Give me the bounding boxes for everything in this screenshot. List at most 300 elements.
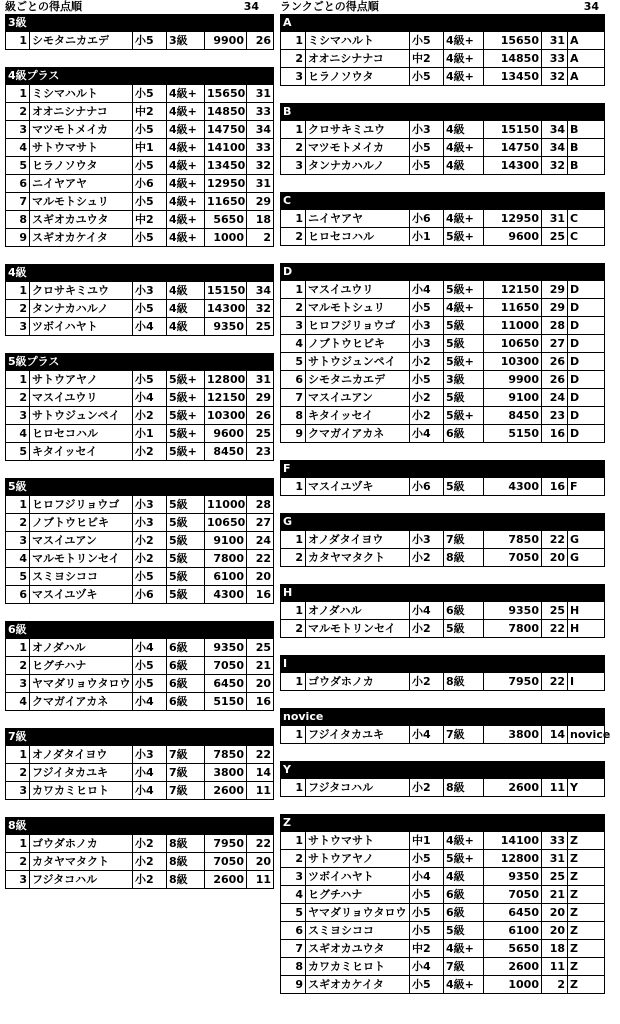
table-cell: B xyxy=(568,139,605,157)
table-cell: Z xyxy=(568,976,605,994)
table-cell: 4級+ xyxy=(444,68,484,86)
table-row xyxy=(6,443,274,461)
table-cell: クマガイアカネ xyxy=(30,693,133,711)
table-cell: 4級 xyxy=(167,318,205,336)
table-cell: Z xyxy=(568,904,605,922)
table-cell: 16 xyxy=(542,425,568,443)
table-row xyxy=(281,32,605,50)
table-cell: 8級 xyxy=(167,835,205,853)
table-cell: ゴウダホノカ xyxy=(30,835,133,853)
table-cell: Z xyxy=(568,922,605,940)
table-cell: 7850 xyxy=(484,531,542,549)
table-cell: 2 xyxy=(281,549,306,567)
table-cell: 15650 xyxy=(205,85,247,103)
table-cell: 2 xyxy=(6,764,30,782)
table-cell: 5級+ xyxy=(444,850,484,868)
table-cell: 10300 xyxy=(205,407,247,425)
table-row xyxy=(281,904,605,922)
table-cell: 小5 xyxy=(133,193,167,211)
table-row xyxy=(6,657,274,675)
table-cell: 小5 xyxy=(133,121,167,139)
table-cell: 29 xyxy=(542,299,568,317)
table-cell: Z xyxy=(568,886,605,904)
group-header-row xyxy=(281,656,605,673)
table-cell: 5級 xyxy=(444,317,484,335)
table-cell: 8 xyxy=(281,958,306,976)
table-row xyxy=(6,550,274,568)
table-cell: 25 xyxy=(542,602,568,620)
table-cell: 4 xyxy=(6,550,30,568)
table-cell: 7 xyxy=(281,940,306,958)
table-cell: 31 xyxy=(542,850,568,868)
table-cell: 小5 xyxy=(133,300,167,318)
table-cell: 中2 xyxy=(410,50,444,68)
group-title: 7級 xyxy=(6,729,274,746)
group-spacer xyxy=(5,711,263,728)
table-cell: 2600 xyxy=(205,871,247,889)
table-cell: B xyxy=(568,157,605,175)
table-cell: 28 xyxy=(542,317,568,335)
table-cell: 1 xyxy=(6,282,30,300)
table-cell: 小2 xyxy=(410,549,444,567)
table-cell: 小3 xyxy=(133,514,167,532)
table-cell: 33 xyxy=(542,50,568,68)
table-cell: スギオカケイタ xyxy=(30,229,133,247)
grade-ranking-header xyxy=(5,0,259,13)
table-row xyxy=(281,228,605,246)
table-cell: 小1 xyxy=(410,228,444,246)
table-cell: 9 xyxy=(281,425,306,443)
table-cell: 20 xyxy=(542,922,568,940)
table-cell: 23 xyxy=(542,407,568,425)
table-cell: 小5 xyxy=(133,568,167,586)
table-cell: 1 xyxy=(281,210,306,228)
table-cell: 3 xyxy=(6,121,30,139)
table-cell: サトウジュンペイ xyxy=(30,407,133,425)
table-cell: 7800 xyxy=(484,620,542,638)
table-cell: A xyxy=(568,32,605,50)
table-cell: 小2 xyxy=(133,835,167,853)
table-cell: 27 xyxy=(542,335,568,353)
table-row xyxy=(6,282,274,300)
table-cell: 小5 xyxy=(410,157,444,175)
group-table xyxy=(280,103,605,175)
table-cell: 小4 xyxy=(410,958,444,976)
table-cell: 1 xyxy=(281,32,306,50)
table-cell: 5 xyxy=(281,353,306,371)
group-title: G xyxy=(281,514,605,531)
table-cell: 4級+ xyxy=(167,139,205,157)
table-cell: 1 xyxy=(281,121,306,139)
table-cell: 22 xyxy=(542,673,568,691)
group-title: 4級プラス xyxy=(6,68,274,85)
table-cell: 小5 xyxy=(410,976,444,994)
table-cell: 1 xyxy=(6,32,30,50)
table-cell: 20 xyxy=(542,549,568,567)
table-cell: ミシマハルト xyxy=(306,32,410,50)
table-cell: 4級+ xyxy=(444,976,484,994)
table-cell: ニイヤアヤ xyxy=(30,175,133,193)
table-cell: ヒロフジリョウゴ xyxy=(30,496,133,514)
table-cell: 小4 xyxy=(410,726,444,744)
group-title: B xyxy=(281,104,605,121)
table-cell: 小2 xyxy=(133,853,167,871)
table-cell: 小2 xyxy=(133,550,167,568)
table-cell: 中1 xyxy=(410,832,444,850)
table-row xyxy=(281,50,605,68)
table-cell: 2 xyxy=(281,228,306,246)
table-cell: 31 xyxy=(542,210,568,228)
table-cell: クロサキミユウ xyxy=(30,282,133,300)
table-cell: 20 xyxy=(247,675,274,693)
table-cell: 25 xyxy=(247,639,274,657)
group-header-row xyxy=(6,265,274,282)
table-cell: 4級+ xyxy=(444,832,484,850)
table-cell: 24 xyxy=(247,532,274,550)
table-cell: 小6 xyxy=(133,175,167,193)
table-cell: 小5 xyxy=(133,85,167,103)
table-cell: 9350 xyxy=(484,868,542,886)
table-row xyxy=(6,103,274,121)
table-cell: キタイッセイ xyxy=(30,443,133,461)
table-cell: 13450 xyxy=(205,157,247,175)
table-row xyxy=(281,157,605,175)
group-header-row xyxy=(281,15,605,32)
group-table xyxy=(5,817,274,889)
table-row xyxy=(281,335,605,353)
table-cell: 1 xyxy=(6,746,30,764)
table-cell: 小3 xyxy=(410,335,444,353)
table-cell: 小5 xyxy=(133,657,167,675)
table-cell: D xyxy=(568,407,605,425)
table-row xyxy=(281,407,605,425)
table-cell: 5級 xyxy=(444,922,484,940)
group-table xyxy=(5,478,274,604)
group-header-row xyxy=(281,104,605,121)
table-row xyxy=(6,85,274,103)
table-cell: 16 xyxy=(247,693,274,711)
table-cell: 5150 xyxy=(205,693,247,711)
table-cell: 5級 xyxy=(444,389,484,407)
table-cell: 5級+ xyxy=(167,443,205,461)
grade-ranking-title: 級ごとの得点順 xyxy=(5,0,82,13)
group-table xyxy=(5,67,274,247)
table-cell: ヒグチハナ xyxy=(30,657,133,675)
table-cell: 5級 xyxy=(444,478,484,496)
table-cell: 小5 xyxy=(410,850,444,868)
table-cell: Z xyxy=(568,940,605,958)
table-cell: 14 xyxy=(247,764,274,782)
table-cell: 小5 xyxy=(410,299,444,317)
table-cell: 3 xyxy=(281,157,306,175)
group-header-row xyxy=(6,68,274,85)
group-spacer xyxy=(5,604,263,621)
group-spacer xyxy=(280,797,604,814)
table-cell: 12950 xyxy=(205,175,247,193)
table-cell: 7級 xyxy=(444,726,484,744)
table-cell: 9 xyxy=(6,229,30,247)
group-spacer xyxy=(5,336,263,353)
table-row xyxy=(6,496,274,514)
table-cell: サトウジュンペイ xyxy=(306,353,410,371)
table-cell: ノブトウヒビキ xyxy=(306,335,410,353)
table-cell: 32 xyxy=(247,300,274,318)
table-cell: 6450 xyxy=(205,675,247,693)
group-spacer xyxy=(5,461,263,478)
table-cell: 4級+ xyxy=(167,193,205,211)
table-cell: 5150 xyxy=(484,425,542,443)
table-cell: 31 xyxy=(247,175,274,193)
table-cell: 7050 xyxy=(484,886,542,904)
table-cell: 33 xyxy=(247,139,274,157)
table-cell: 25 xyxy=(542,868,568,886)
table-cell: 5級+ xyxy=(167,371,205,389)
table-cell: マスイユアン xyxy=(306,389,410,407)
table-cell: 4級+ xyxy=(167,85,205,103)
group-title: 6級 xyxy=(6,622,274,639)
table-row xyxy=(6,871,274,889)
table-cell: サトウマサト xyxy=(306,832,410,850)
table-cell: サトウアヤノ xyxy=(306,850,410,868)
table-cell: Z xyxy=(568,832,605,850)
group-header-row xyxy=(6,15,274,32)
table-cell: 25 xyxy=(542,228,568,246)
table-cell: ヒラノソウタ xyxy=(306,68,410,86)
table-cell: Y xyxy=(568,779,605,797)
group-spacer xyxy=(280,744,604,761)
table-cell: 4級+ xyxy=(444,299,484,317)
table-cell: 24 xyxy=(542,389,568,407)
group-table xyxy=(280,584,605,638)
table-cell: 33 xyxy=(247,103,274,121)
group-spacer xyxy=(280,496,604,513)
table-row xyxy=(6,586,274,604)
table-cell: 15650 xyxy=(484,32,542,50)
table-cell: ニイヤアヤ xyxy=(306,210,410,228)
table-cell: ヒロフジリョウゴ xyxy=(306,317,410,335)
group-title: 4級 xyxy=(6,265,274,282)
table-cell: 4 xyxy=(281,886,306,904)
table-cell: 29 xyxy=(247,193,274,211)
table-cell: 6100 xyxy=(205,568,247,586)
table-cell: 小5 xyxy=(410,139,444,157)
rank-ranking-number: 34 xyxy=(583,0,599,13)
group-spacer xyxy=(280,567,604,584)
table-cell: 14750 xyxy=(205,121,247,139)
group-table xyxy=(280,708,611,744)
table-cell: 5級 xyxy=(444,335,484,353)
table-cell: 6級 xyxy=(444,425,484,443)
table-row xyxy=(281,620,605,638)
table-cell: ヒロセコハル xyxy=(306,228,410,246)
table-cell: 9600 xyxy=(205,425,247,443)
table-cell: 3 xyxy=(281,317,306,335)
table-cell: Z xyxy=(568,958,605,976)
group-title: A xyxy=(281,15,605,32)
table-cell: 3 xyxy=(281,68,306,86)
table-cell: 22 xyxy=(247,550,274,568)
table-cell: 5 xyxy=(281,904,306,922)
table-cell: 18 xyxy=(247,211,274,229)
table-cell: 4 xyxy=(6,693,30,711)
table-cell: 2 xyxy=(6,103,30,121)
table-row xyxy=(281,726,605,744)
table-row xyxy=(281,779,605,797)
group-header-row xyxy=(6,354,274,371)
table-cell: 1 xyxy=(281,281,306,299)
table-cell: 7 xyxy=(6,193,30,211)
grade-ranking-column xyxy=(5,0,272,889)
table-cell: F xyxy=(568,478,605,496)
table-cell: 小5 xyxy=(410,371,444,389)
group-header-row xyxy=(6,818,274,835)
table-cell: 小5 xyxy=(410,922,444,940)
table-cell: Z xyxy=(568,868,605,886)
table-cell: 小3 xyxy=(133,282,167,300)
table-cell: 3 xyxy=(6,782,30,800)
table-cell: 中2 xyxy=(410,940,444,958)
group-title: novice xyxy=(281,709,605,726)
table-cell: オオニシナナコ xyxy=(306,50,410,68)
group-header-row xyxy=(281,709,605,726)
rank-ranking-title: ランクごとの得点順 xyxy=(280,0,379,13)
table-cell: 1000 xyxy=(484,976,542,994)
table-cell: 7050 xyxy=(205,657,247,675)
table-cell: 1000 xyxy=(205,229,247,247)
table-cell: 5650 xyxy=(205,211,247,229)
table-cell: 29 xyxy=(247,389,274,407)
table-cell: 2 xyxy=(281,139,306,157)
table-cell: 4級 xyxy=(444,868,484,886)
table-cell: 22 xyxy=(247,746,274,764)
table-cell: 小4 xyxy=(133,693,167,711)
table-cell: 1 xyxy=(281,832,306,850)
table-cell: 5級 xyxy=(167,586,205,604)
table-cell: 3 xyxy=(6,407,30,425)
table-cell: 9100 xyxy=(484,389,542,407)
table-cell: D xyxy=(568,389,605,407)
table-cell: 6級 xyxy=(167,675,205,693)
table-cell: 31 xyxy=(542,32,568,50)
table-cell: 16 xyxy=(542,478,568,496)
group-title: C xyxy=(281,193,605,210)
table-row xyxy=(6,407,274,425)
table-cell: 32 xyxy=(247,157,274,175)
table-cell: 小2 xyxy=(410,353,444,371)
table-cell: タンナカハルノ xyxy=(30,300,133,318)
table-cell: 2 xyxy=(6,300,30,318)
table-cell: 3 xyxy=(6,675,30,693)
table-cell: 5級 xyxy=(167,550,205,568)
table-cell: マルモトリンセイ xyxy=(306,620,410,638)
table-cell: 2 xyxy=(542,976,568,994)
table-cell: 7950 xyxy=(484,673,542,691)
table-row xyxy=(281,210,605,228)
table-cell: 5級+ xyxy=(444,281,484,299)
table-row xyxy=(6,389,274,407)
table-cell: 34 xyxy=(247,282,274,300)
group-header-row xyxy=(281,762,605,779)
table-cell: 4級+ xyxy=(167,175,205,193)
table-cell: 1 xyxy=(6,496,30,514)
table-row xyxy=(6,675,274,693)
table-cell: 小4 xyxy=(410,281,444,299)
table-row xyxy=(6,229,274,247)
table-cell: 小4 xyxy=(410,425,444,443)
table-cell: カタヤマタクト xyxy=(30,853,133,871)
table-cell: 8級 xyxy=(167,871,205,889)
table-row xyxy=(6,175,274,193)
table-cell: ノブトウヒビキ xyxy=(30,514,133,532)
table-cell: マスイユヅキ xyxy=(306,478,410,496)
table-cell: オノダタイヨウ xyxy=(30,746,133,764)
table-cell: 小3 xyxy=(410,531,444,549)
table-cell: 15150 xyxy=(205,282,247,300)
table-cell: 小2 xyxy=(133,532,167,550)
group-spacer xyxy=(5,247,263,264)
table-row xyxy=(281,850,605,868)
table-cell: シモタニカエデ xyxy=(30,32,133,50)
table-row xyxy=(281,673,605,691)
table-cell: 5650 xyxy=(484,940,542,958)
table-cell: オオニシナナコ xyxy=(30,103,133,121)
table-cell: D xyxy=(568,299,605,317)
table-cell: 7級 xyxy=(444,958,484,976)
table-row xyxy=(281,353,605,371)
group-spacer xyxy=(280,175,604,192)
table-cell: 1 xyxy=(281,478,306,496)
table-cell: 小3 xyxy=(410,121,444,139)
table-cell: 7850 xyxy=(205,746,247,764)
table-cell: 小2 xyxy=(133,407,167,425)
table-cell: 小5 xyxy=(133,32,167,50)
table-cell: 小4 xyxy=(133,318,167,336)
table-cell: 3 xyxy=(6,871,30,889)
table-cell: 小4 xyxy=(133,782,167,800)
table-cell: 4級+ xyxy=(167,103,205,121)
table-cell: 小2 xyxy=(410,620,444,638)
table-cell: 6 xyxy=(6,586,30,604)
table-cell: 11 xyxy=(247,871,274,889)
table-cell: D xyxy=(568,281,605,299)
table-cell: サトウマサト xyxy=(30,139,133,157)
table-cell: 20 xyxy=(247,568,274,586)
table-cell: マルモトシュリ xyxy=(306,299,410,317)
table-row xyxy=(281,478,605,496)
table-cell: B xyxy=(568,121,605,139)
table-cell: カワカミヒロト xyxy=(30,782,133,800)
table-row xyxy=(281,281,605,299)
table-cell: 小2 xyxy=(133,871,167,889)
table-cell: 10300 xyxy=(484,353,542,371)
group-header-row xyxy=(6,729,274,746)
table-cell: ヒロセコハル xyxy=(30,425,133,443)
table-cell: 小4 xyxy=(133,639,167,657)
table-cell: 5 xyxy=(6,568,30,586)
group-title: 5級プラス xyxy=(6,354,274,371)
table-cell: ヤマダリョウタロウ xyxy=(30,675,133,693)
table-cell: 26 xyxy=(247,32,274,50)
table-cell: 34 xyxy=(542,121,568,139)
table-cell: 2 xyxy=(6,514,30,532)
table-cell: 22 xyxy=(542,620,568,638)
table-cell: 7級 xyxy=(167,782,205,800)
table-cell: 小5 xyxy=(133,157,167,175)
table-cell: 1 xyxy=(281,779,306,797)
table-cell: 小2 xyxy=(410,673,444,691)
table-cell: 9350 xyxy=(205,318,247,336)
table-cell: 中2 xyxy=(133,103,167,121)
